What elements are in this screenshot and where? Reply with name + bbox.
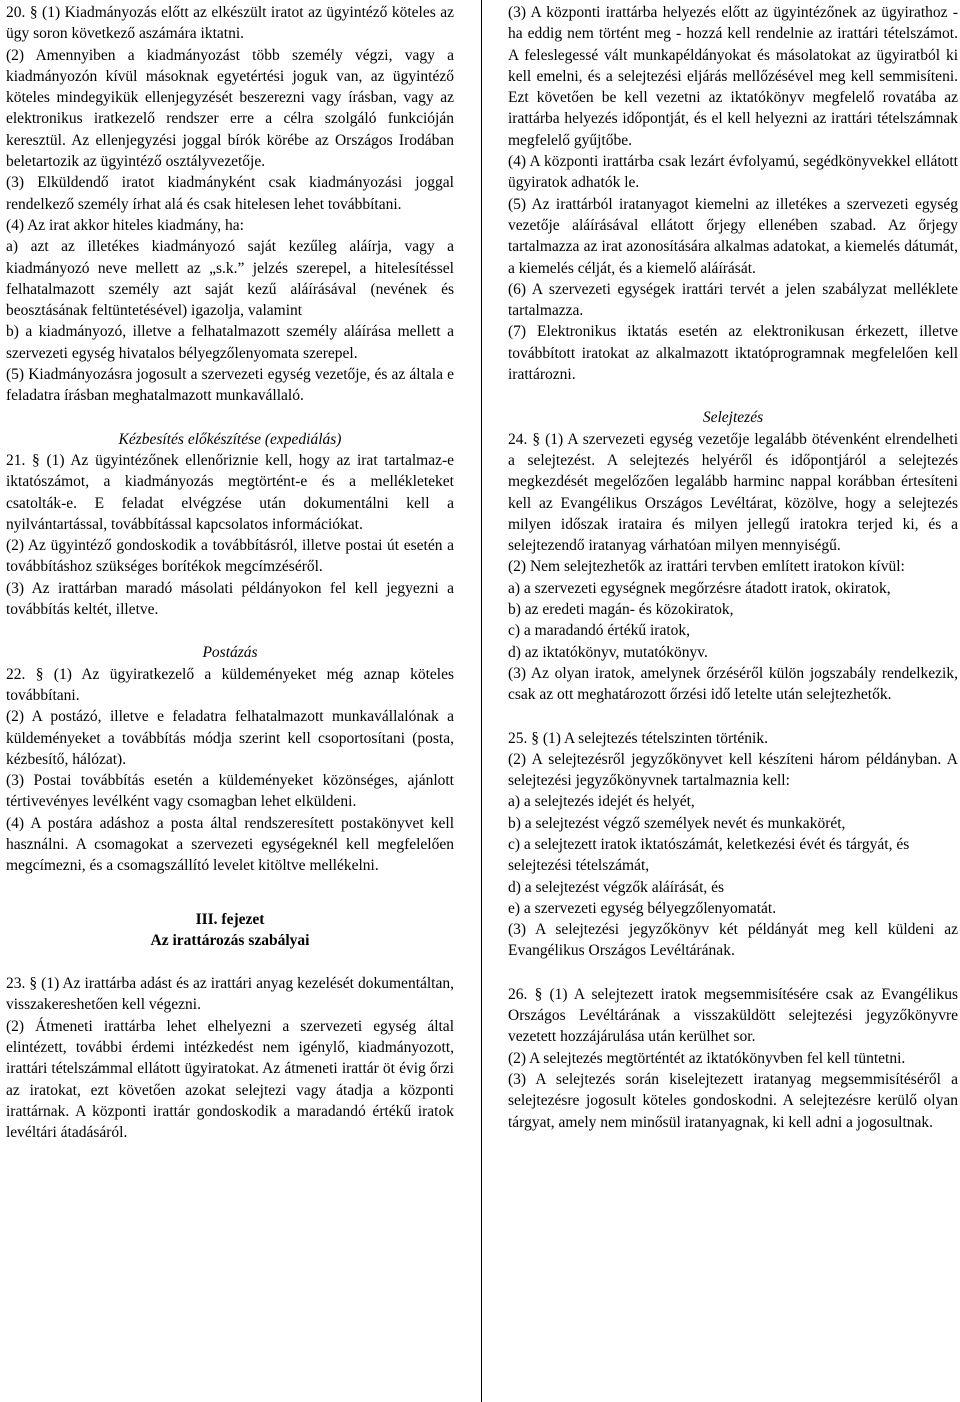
spacer: [6, 951, 454, 973]
paragraph: (3) A selejtezés során kiselejtezett iratanyag megsemmisítéséről a selejtezésre jogosult köteles gondoskodni. A selejtezésre kerülő olyan tárgyat, amely nem minősül iratanyagnak, ki kell adni a jogosultnak.: [508, 1070, 958, 1131]
paragraph: (3) Elküldendő iratot kiadmányként csak kiadmányozási joggal rendelkező személy írhat alá és csak hitelesen lehet továbbítani.: [6, 174, 454, 213]
paragraph: (3) Az irattárban maradó másolati példányokon fel kell jegyezni a továbbítás keltét, illetve.: [6, 579, 454, 619]
paragraph: (4) A központi irattárba csak lezárt évfolyamú, segédkönyvekkel ellátott ügyiratok adhatók le.: [508, 153, 958, 192]
column-divider: [481, 0, 482, 1402]
spacer: [6, 620, 454, 642]
paragraph: (2) A selejtezés megtörténtét az iktatókönyvben fel kell tüntetni.: [508, 1049, 906, 1067]
list-item: c) a maradandó értékű iratok,: [508, 622, 691, 640]
paragraph: (4) Az irat akkor hiteles kiadmány, ha:: [6, 216, 244, 234]
list-item: a) azt az illetékes kiadmányozó saját kezűleg aláírja, vagy a kiadmányozó neve mellett az „s.k.” jelzés szerepel, a hitelesítéssel felhatalmazott személy azt saját kezű aláírásával (nevének és beosztásának feltüntetésével) igazolja, valamint: [6, 238, 454, 320]
left-column: [6, 2, 454, 1144]
section-heading: Postázás: [202, 644, 258, 662]
paragraph: (3) Postai továbbítás esetén a küldeményeket közönséges, ajánlott tértivevényes levélként vagy csomagban lehet elküldeni.: [6, 772, 454, 811]
list-item: a) a szervezeti egységnek megőrzésre átadott iratok, okiratok,: [508, 579, 891, 597]
section-heading: Kézbesítés előkészítése (expediálás): [118, 430, 342, 448]
paragraph: (3) Az olyan iratok, amelynek őrzéséről külön jogszabály rendelkezik, csak az ott meghatározott őrzési idő letelte után selejtezhetők.: [508, 664, 958, 704]
paragraph: 23. § (1) Az irattárba adást és az irattári anyag kezelését dokumentáltan, visszakereshetően kell végezni.: [6, 975, 454, 1014]
paragraph: (2) A postázó, illetve e feladatra felhatalmazott munkavállalónak a küldeményeket a továbbítás módja szerint kell csoportosítani (posta, kézbesítő, hálózat).: [6, 708, 454, 768]
chapter-heading: III. fejezet: [195, 910, 265, 928]
spacer: [6, 407, 454, 429]
paragraph: (2) Amennyiben a kiadmányozást több személy végzi, vagy a kiadmányozón kívül másoknak egyetértési joguk van, az ügyintéző köteles mindegyikük ellenjegyzését beszerezni vagy írásban, vagy az elektronikus iratkezelő rendszer erre a célra szolgáló funkcióján keresztül. Az ellenjegyzési joggal bírók körébe az Országos Irodában beletartozik az ügyintéző osztályvezetője.: [6, 46, 454, 171]
paragraph: (2) A selejtezésről jegyzőkönyvet kell készíteni három példányban. A selejtezési jegyzőkönyvnek tartalmaznia kell:: [508, 750, 958, 790]
paragraph: (4) A postára adáshoz a posta által rendszeresített postakönyvet kell használni. A csomagokat a szervezeti egységeknél kell megfelelően megcímezni, és a csomagszállító levelet kitöltve mellékelni.: [6, 814, 454, 875]
list-item: b) az eredeti magán- és közokiratok,: [508, 601, 734, 619]
chapter-heading: Az irattározás szabályai: [150, 931, 310, 949]
paragraph: 21. § (1) Az ügyintézőnek ellenőriznie kell, hogy az irat tartalmaz-e iktatószámot, a kiadmányozás megtörtént-e és a mellékleteket csatolták-e. E feladat elvégzése után dokumentálni kell a nyilvántartással, továbbítással kapcsolatos információkat.: [6, 451, 454, 533]
list-item: e) a szervezeti egység bélyegzőlenyomatát.: [508, 899, 777, 917]
paragraph: (6) A szervezeti egységek irattári tervét a jelen szabályzat melléklete tartalmazza.: [508, 280, 958, 320]
paragraph: (5) Az irattárból iratanyagot kiemelni az illetékes a szervezeti egység vezetője aláírásával ellátott őrjegy ellenében szabad. Az őrjegy tartalmazza az irat azonosítására alkalmas adatokat, a kiemelés dátumát, a kiemelés célját, és a kiemelő aláírását.: [508, 195, 958, 277]
section-heading: Selejtezés: [702, 409, 764, 427]
list-item: d) a selejtezést végzők aláírását, és: [508, 878, 725, 896]
spacer: [508, 962, 958, 984]
spacer: [508, 706, 958, 728]
spacer: [6, 877, 454, 909]
paragraph: (7) Elektronikus iktatás esetén az elektronikusan érkezett, illetve továbbított iratokat az alkalmazott iktatóprogramnak megfelelően kell irattározni.: [508, 323, 958, 384]
paragraph: (3) A selejtezési jegyzőkönyv két példányát meg kell küldeni az Evangélikus Országos Levéltárának.: [508, 921, 958, 960]
paragraph: (2) Nem selejtezhetők az irattári tervben említett iratokon kívül:: [508, 558, 905, 576]
list-item: c) a selejtezett iratok iktatószámát, keletkezési évét és tárgyát, és selejtezési tételszámát,: [508, 835, 910, 875]
list-item: b) a selejtezést végző személyek nevét és munkakörét,: [508, 814, 846, 832]
list-item: a) a selejtezés idejét és helyét,: [508, 793, 695, 811]
right-column: [508, 2, 958, 1133]
paragraph: (3) A központi irattárba helyezés előtt az ügyintézőnek az ügyirathoz - ha eddig nem történt meg - hozzá kell rendelnie az irattári tételszámot. A feleslegessé vált munkapéldányokat és másolatokat az ügyiratból ki kell emelni, és a selejtezési eljárás mellőzésével meg kell semmisíteni. Ezt követően be kell vezetni az iktatókönyv megfelelő rovatába az irattárba helyezés időpontját, és el kell helyezni az irattári tételszámnak megfelelő gyűjtőbe.: [508, 4, 958, 149]
list-item: b) a kiadmányozó, illetve a felhatalmazott személy aláírása mellett a szervezeti egység hivatalos bélyegzőlenyomata szerepel.: [6, 323, 454, 362]
paragraph: 26. § (1) A selejtezett iratok megsemmisítésére csak az Evangélikus Országos Levéltárának a visszaküldött selejtezési jegyzőkönyvre vezetett hozzájárulása után kerülhet sor.: [508, 985, 958, 1046]
paragraph: (2) Az ügyintéző gondoskodik a továbbításról, illetve postai út esetén a továbbításhoz szükséges borítékok megcímzéséről.: [6, 537, 454, 576]
paragraph: (2) Átmeneti irattárba lehet elhelyezni a szervezeti egység által elintézett, további érdemi intézkedést nem igénylő, kiadmányozott, irattári tételszámmal ellátott ügyiratokat. Az átmeneti irattár öt évig őrzi az iratokat, ezt követően azokat selejtezi vagy átadja a központi irattárnak. A központi irattár gondoskodik a maradandó értékű iratok levéltári átadásáról.: [6, 1017, 454, 1142]
paragraph: 24. § (1) A szervezeti egység vezetője legalább ötévenként elrendelheti a selejtezést. A selejtezés helyéről és időpontjáról a selejtezés megkezdését megelőzően legalább harminc nappal korábban értesíteni kell az Evangélikus Országos Levéltárat, közölve, hogy a selejtezés milyen időszak irataira és milyen jellegű iratokra terjed ki, és a selejtezendő iratanyag várhatóan milyen mennyiségű.: [508, 430, 958, 555]
paragraph: 20. § (1) Kiadmányozás előtt az elkészült iratot az ügyintéző köteles az ügy soron következő aszámára iktatni.: [6, 4, 454, 43]
spacer: [508, 385, 958, 407]
list-item: d) az iktatókönyv, mutatókönyv.: [508, 643, 708, 661]
paragraph: 22. § (1) Az ügyiratkezelő a küldeményeket még aznap köteles továbbítani.: [6, 665, 454, 704]
paragraph: 25. § (1) A selejtezés tételszinten történik.: [508, 729, 768, 747]
paragraph: (5) Kiadmányozásra jogosult a szervezeti egység vezetője, és az általa e feladatra írásban meghatalmazott munkavállaló.: [6, 366, 454, 405]
